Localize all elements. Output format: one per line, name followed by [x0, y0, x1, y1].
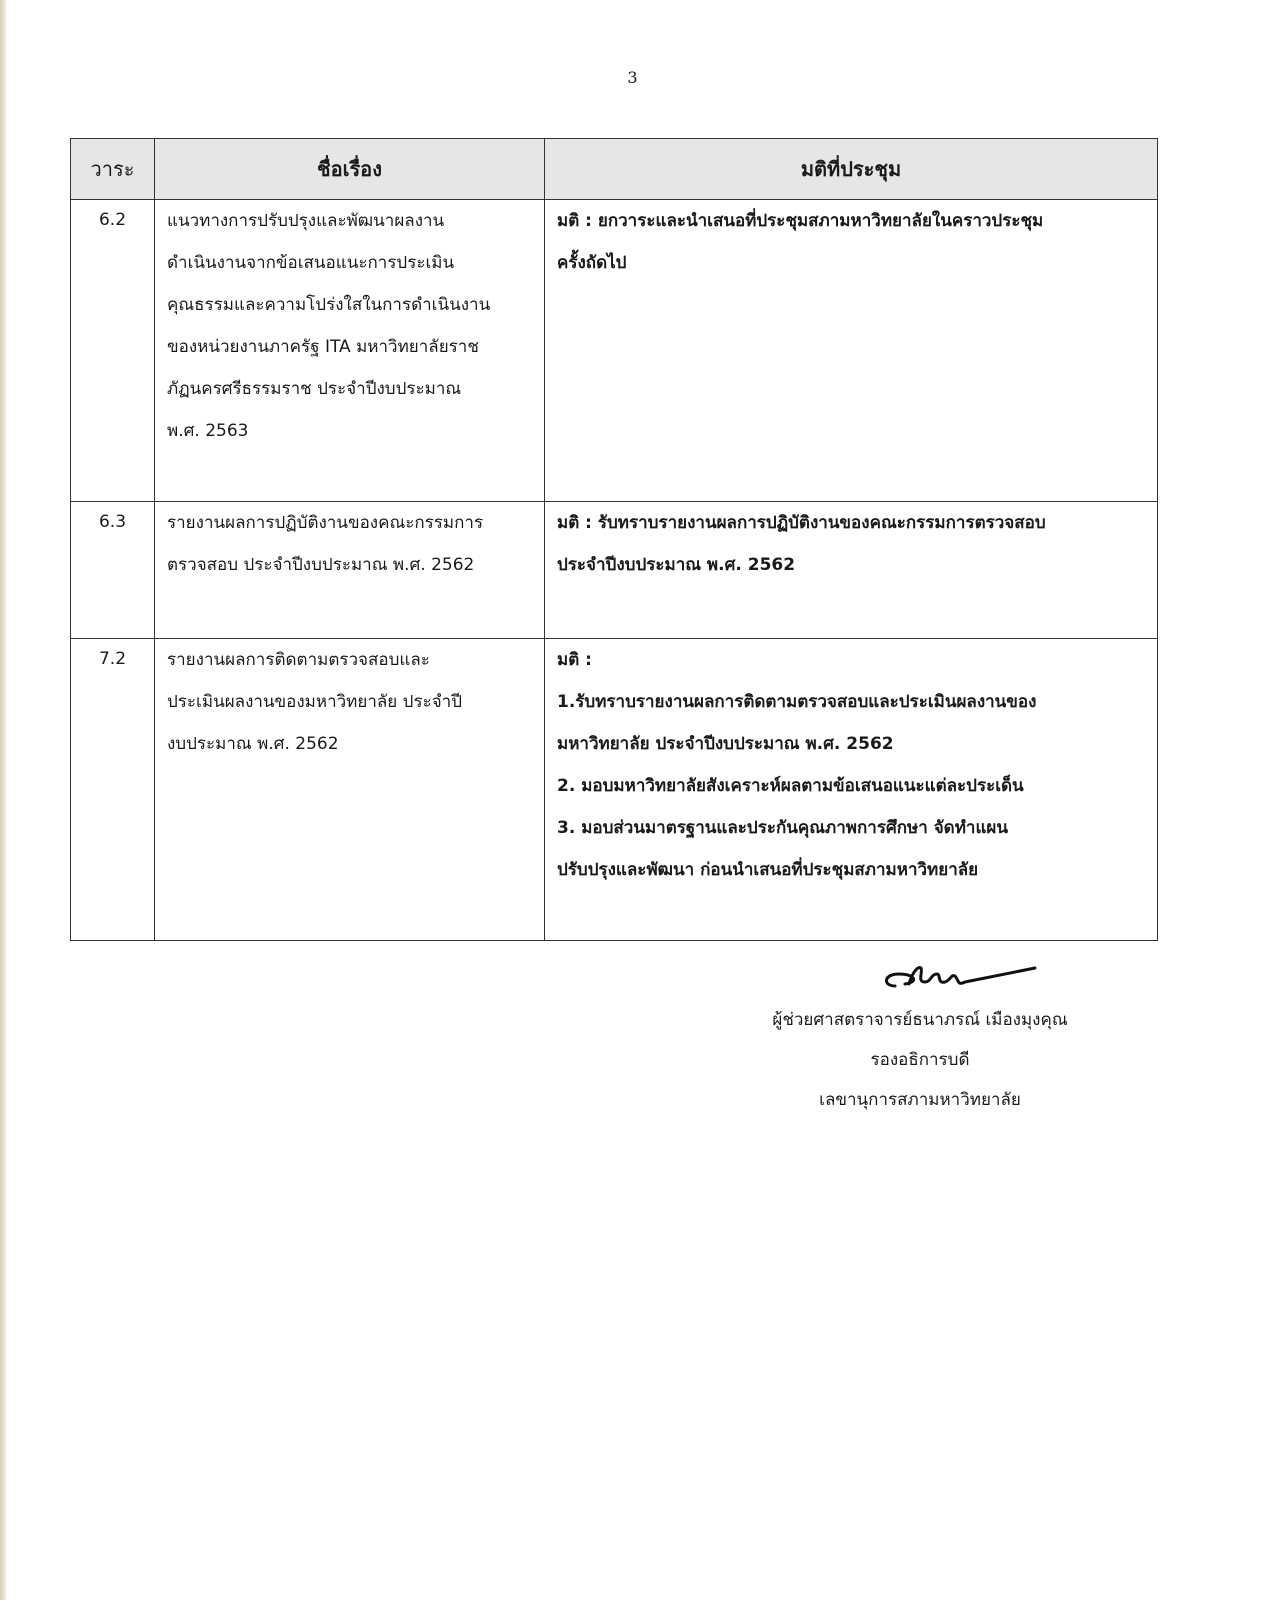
- subject-line: แนวทางการปรับปรุงและพัฒนาผลงาน: [167, 211, 445, 231]
- header-agenda: วาระ: [71, 139, 155, 200]
- subject-cell: [155, 639, 545, 941]
- handwritten-signature: [875, 960, 1045, 1000]
- subject-line: งบประมาณ พ.ศ. 2562: [167, 734, 339, 754]
- table-row: [71, 639, 1158, 941]
- resolution-line: มติ : ยกวาระและนำเสนอที่ประชุมสภามหาวิทยาลัยในคราวประชุม: [557, 211, 1044, 231]
- table-header-row: [71, 139, 1158, 200]
- header-resolution: มติที่ประชุม: [545, 139, 1158, 200]
- subject-line: ของหน่วยงานภาครัฐ ITA มหาวิทยาลัยราช: [167, 337, 479, 357]
- subject-line: ภัฏนครศรีธรรมราช ประจำปีงบประมาณ: [167, 379, 462, 399]
- resolution-line: ครั้งถัดไป: [557, 253, 627, 273]
- agenda-number: 6.3: [71, 502, 155, 639]
- resolution-line: 3. มอบส่วนมาตรฐานและประกันคุณภาพการศึกษา จัดทำแผน: [557, 818, 1009, 838]
- page-number: 3: [627, 68, 638, 87]
- resolution-cell: [545, 502, 1158, 639]
- subject-line: รายงานผลการติดตามตรวจสอบและ: [167, 650, 430, 670]
- resolution-line: ประจำปีงบประมาณ พ.ศ. 2562: [557, 555, 796, 575]
- resolution-table: [70, 138, 1158, 941]
- subject-line: ประเมินผลงานของมหาวิทยาลัย ประจำปี: [167, 692, 463, 712]
- agenda-number: 6.2: [71, 200, 155, 502]
- resolution-line: มติ : รับทราบรายงานผลการปฏิบัติงานของคณะกรรมการตรวจสอบ: [557, 513, 1046, 533]
- resolution-line: มหาวิทยาลัย ประจำปีงบประมาณ พ.ศ. 2562: [557, 734, 894, 754]
- subject-line: รายงานผลการปฏิบัติงานของคณะกรรมการ: [167, 513, 484, 533]
- resolution-cell: [545, 200, 1158, 502]
- resolution-line: มติ :: [557, 650, 592, 670]
- signer-position: รองอธิการบดี: [870, 1050, 970, 1070]
- header-subject: ชื่อเรื่อง: [155, 139, 545, 200]
- subject-cell: [155, 502, 545, 639]
- table-row: [71, 502, 1158, 639]
- subject-cell: [155, 200, 545, 502]
- signature-block: [700, 960, 1140, 1120]
- agenda-number: 7.2: [71, 639, 155, 941]
- table-row: [71, 200, 1158, 502]
- subject-line: พ.ศ. 2563: [167, 421, 249, 441]
- signer-role: เลขานุการสภามหาวิทยาลัย: [819, 1090, 1021, 1110]
- resolution-line: ปรับปรุงและพัฒนา ก่อนนำเสนอที่ประชุมสภามหาวิทยาลัย: [557, 860, 979, 880]
- resolution-cell: [545, 639, 1158, 941]
- resolution-line: 2. มอบมหาวิทยาลัยสังเคราะห์ผลตามข้อเสนอแนะแต่ละประเด็น: [557, 776, 1024, 796]
- subject-line: ดำเนินงานจากข้อเสนอแนะการประเมิน: [167, 253, 455, 273]
- subject-line: คุณธรรมและความโปร่งใสในการดำเนินงาน: [167, 295, 491, 315]
- page-edge: [0, 0, 6, 1600]
- subject-line: ตรวจสอบ ประจำปีงบประมาณ พ.ศ. 2562: [167, 555, 475, 575]
- resolution-line: 1.รับทราบรายงานผลการติดตามตรวจสอบและประเมินผลงานของ: [557, 692, 1037, 712]
- signer-name: ผู้ช่วยศาสตราจารย์ธนาภรณ์ เมืองมุงคุณ: [772, 1010, 1068, 1030]
